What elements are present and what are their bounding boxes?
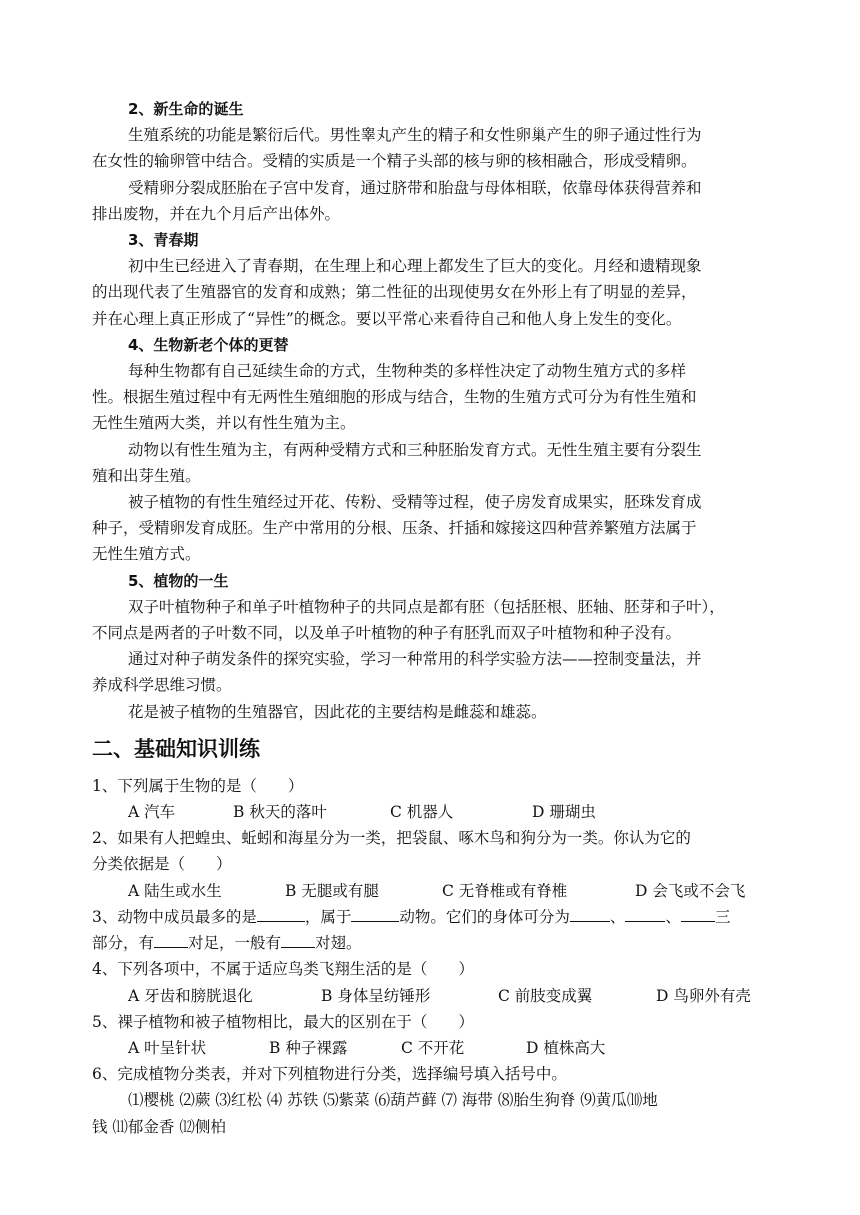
option-b: B 无腿或有腿 (285, 881, 379, 900)
paragraph-line: 花是被子植物的生殖器官，因此花的主要结构是雌蕊和雄蕊。 (128, 702, 547, 721)
paragraph-line: 在女性的输卵管中结合。受精的实质是一个精子头部的核与卵的核相融合，形成受精卵。 (92, 152, 697, 171)
question-6-plants-cont: 钱 ⑾郁金香 ⑿侧柏 (92, 1117, 226, 1136)
question-5-options (92, 1035, 768, 1061)
question-3-text: 对翅。 (315, 934, 362, 953)
question-3-text: 3、动物中成员最多的是 (92, 907, 257, 926)
question-2-cont: 分类依据是（ ） (92, 855, 232, 874)
question-2-options (92, 878, 768, 904)
paragraph-line: 每种生物都有自己延续生命的方式，生物种类的多样性决定了动物生殖方式的多样 (128, 362, 687, 381)
option-b: B 身体呈纺锤形 (321, 986, 431, 1005)
answer-blank[interactable] (625, 905, 665, 922)
paragraph-line: 的出现代表了生殖器官的发育和成熟；第二性征的出现使男女在外形上有了明显的差异， (92, 283, 697, 302)
paragraph-line: 双子叶植物种子和单子叶植物种子的共同点是都有胚（包括胚根、胚轴、胚芽和子叶）， (128, 597, 725, 616)
answer-blank[interactable] (257, 905, 305, 922)
question-3-cont (92, 930, 768, 956)
paragraph-line: 殖和出芽生殖。 (92, 466, 201, 485)
option-d: D 鸟卵外有壳 (656, 986, 751, 1005)
question-3 (92, 904, 768, 930)
question-6: 6、完成植物分类表，并对下列植物进行分类，选择编号填入括号中。 (92, 1065, 567, 1084)
paragraph-line: 养成科学思维习惯。 (92, 676, 232, 695)
paragraph-line: 并在心理上真正形成了“异性”的概念。要以平常心来看待自己和他人身上发生的变化。 (92, 309, 682, 328)
option-a: A 汽车 (128, 803, 176, 822)
question-2: 2、如果有人把蝗虫、蚯蚓和海星分为一类，把袋鼠、啄木鸟和狗分为一类。你认为它的 (92, 829, 691, 848)
option-a: A 牙齿和膀胱退化 (128, 986, 253, 1005)
paragraph-line: 被子植物的有性生殖经过开花、传粉、受精等过程，使子房发育成果实，胚珠发育成 (128, 493, 702, 512)
paragraph-line: 无性生殖方式。 (92, 545, 201, 564)
question-4-options (92, 983, 768, 1009)
answer-blank[interactable] (154, 931, 188, 948)
question-3-text: 部分，有 (92, 934, 155, 953)
question-5: 5、裸子植物和被子植物相比，最大的区别在于（ ） (92, 1012, 474, 1031)
subheading-plant-life: 5、植物的一生 (128, 571, 229, 590)
question-4: 4、下列各项中，不属于适应鸟类飞翔生活的是（ ） (92, 960, 474, 979)
subheading-renewal: 4、生物新老个体的更替 (128, 335, 289, 354)
question-6-plants: ⑴樱桃 ⑵蕨 ⑶红松 ⑷ 苏铁 ⑸紫菜 ⑹葫芦藓 ⑺ 海带 ⑻胎生狗脊 ⑼黄瓜⑽地 (128, 1091, 658, 1110)
paragraph-line: 排出废物，并在九个月后产出体外。 (92, 204, 341, 223)
paragraph-line: 不同点是两者的子叶数不同，以及单子叶植物的种子有胚乳而双子叶植物和种子没有。 (92, 624, 682, 643)
paragraph-line: 性。根据生殖过程中有无两性生殖细胞的形成与结合，生物的生殖方式可分为有性生殖和 (92, 388, 697, 407)
option-b: B 种子裸露 (269, 1038, 348, 1057)
answer-blank[interactable] (281, 931, 315, 948)
answer-blank[interactable] (351, 905, 399, 922)
question-3-text: 、 (665, 907, 681, 926)
option-d: D 珊瑚虫 (532, 803, 596, 822)
option-b: B 秋天的落叶 (233, 803, 327, 822)
question-1-options (92, 799, 768, 825)
section-title-training: 二、基础知识训练 (92, 736, 260, 761)
option-d: D 植株高大 (526, 1038, 606, 1057)
option-c: C 前肢变成翼 (498, 986, 593, 1005)
paragraph-line: 通过对种子萌发条件的探究实验，学习一种常用的科学实验方法——控制变量法，并 (128, 650, 702, 669)
question-1: 1、下列属于生物的是（ ） (92, 776, 304, 795)
option-c: C 无脊椎或有脊椎 (442, 881, 568, 900)
option-a: A 陆生或水生 (128, 881, 222, 900)
question-3-text: ，属于 (304, 907, 352, 926)
paragraph-line: 无性生殖两大类，并以有性生殖为主。 (92, 414, 356, 433)
question-3-text: 对足，一般有 (188, 934, 282, 953)
question-3-text: 、 (609, 907, 626, 926)
paragraph-line: 生殖系统的功能是繁衍后代。男性睾丸产生的精子和女性卵巢产生的卵子通过性行为 (128, 126, 702, 145)
answer-blank[interactable] (570, 905, 610, 922)
question-3-text: 动物。它们的身体可分为 (399, 907, 570, 926)
paragraph-line: 动物以有性生殖为主，有两种受精方式和三种胚胎发育方式。无性生殖主要有分裂生 (128, 440, 702, 459)
option-d: D 会飞或不会飞 (635, 881, 746, 900)
document-page (92, 96, 768, 1140)
option-c: C 机器人 (390, 803, 454, 822)
answer-blank[interactable] (681, 905, 715, 922)
question-3-text: 三 (714, 907, 731, 926)
paragraph-line: 初中生已经进入了青春期，在生理上和心理上都发生了巨大的变化。月经和遗精现象 (128, 257, 702, 276)
subheading-new-life: 2、新生命的诞生 (128, 100, 244, 118)
subheading-puberty: 3、青春期 (128, 231, 199, 250)
option-c: C 不开花 (401, 1038, 465, 1057)
paragraph-line: 种子，受精卵发育成胚。生产中常用的分根、压条、扦插和嫁接这四种营养繁殖方法属于 (92, 519, 697, 538)
paragraph-line: 受精卵分裂成胚胎在子宫中发育，通过脐带和胎盘与母体相联，依靠母体获得营养和 (128, 178, 702, 197)
option-a: A 叶呈针状 (128, 1038, 207, 1057)
